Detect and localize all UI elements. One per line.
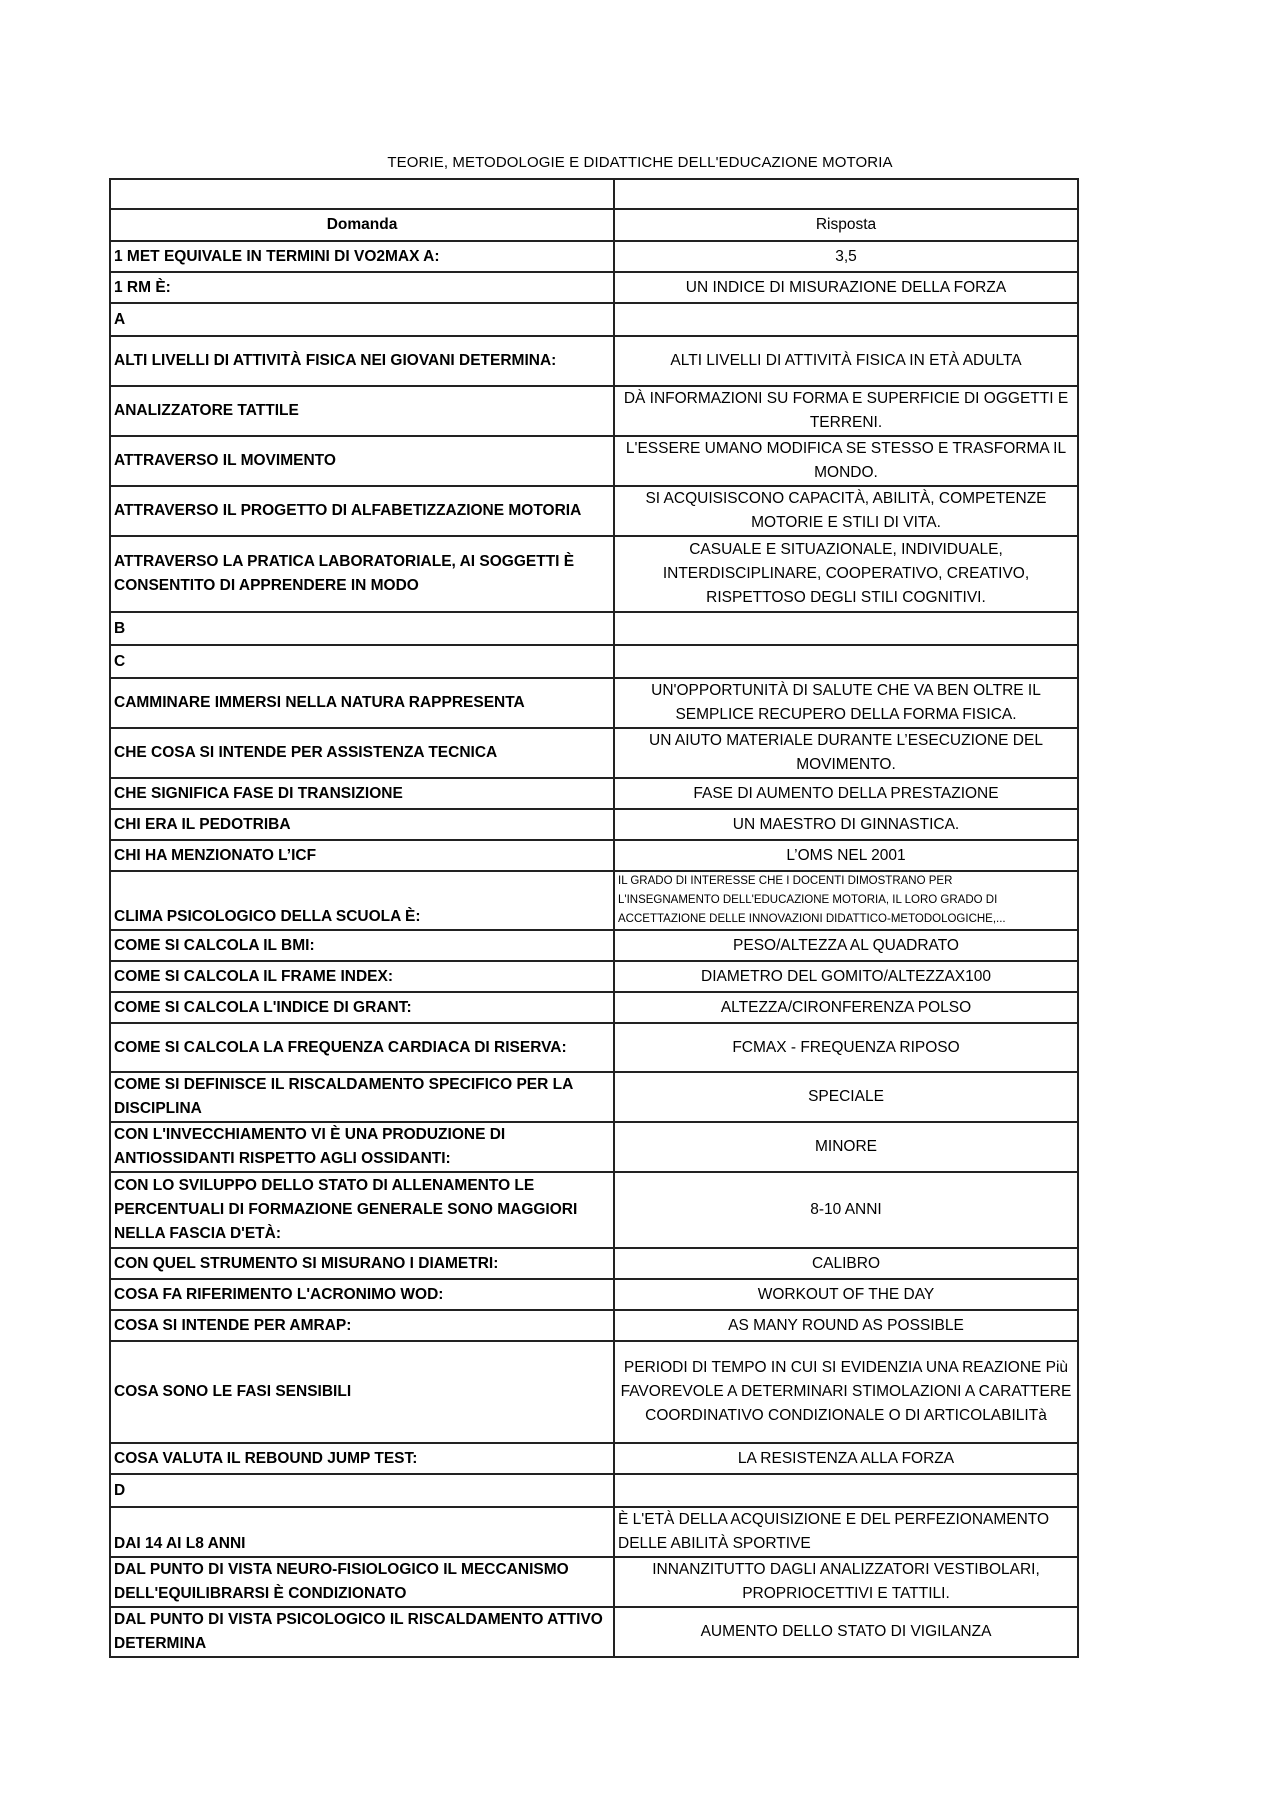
table-row [110, 1341, 1078, 1443]
answer-cell: WORKOUT OF THE DAY [614, 1279, 1078, 1310]
letter-row [110, 612, 1078, 645]
question-cell: DAL PUNTO DI VISTA PSICOLOGICO IL RISCALDAMENTO ATTIVO DETERMINA [110, 1607, 614, 1657]
answer-cell: 3,5 [614, 241, 1078, 272]
table-row [110, 241, 1078, 272]
table-row [110, 840, 1078, 871]
table-row [110, 930, 1078, 961]
answer-cell: FCMAX - FREQUENZA RIPOSO [614, 1023, 1078, 1072]
letter-cell: A [110, 303, 614, 336]
answer-cell: IL GRADO DI INTERESSE CHE I DOCENTI DIMOSTRANO PER L'INSEGNAMENTO DELL'EDUCAZIONE MOTORIA, IL LORO GRADO DI ACCETTAZIONE DELLE INNOVAZIONI DIDATTICO-METODOLOGICHE,... [614, 871, 1078, 930]
question-cell: ALTI LIVELLI DI ATTIVITÀ FISICA NEI GIOVANI DETERMINA: [110, 336, 614, 386]
letter-row [110, 303, 1078, 336]
table-row [110, 871, 1078, 930]
table-row [110, 1507, 1078, 1557]
question-cell: CHE SIGNIFICA FASE DI TRANSIZIONE [110, 778, 614, 809]
table-row [110, 1557, 1078, 1607]
question-cell: CON QUEL STRUMENTO SI MISURANO I DIAMETRI: [110, 1248, 614, 1279]
answer-cell: CALIBRO [614, 1248, 1078, 1279]
answer-cell: INNANZITUTTO DAGLI ANALIZZATORI VESTIBOLARI, PROPRIOCETTIVI E TATTILI. [614, 1557, 1078, 1607]
answer-cell: PERIODI DI TEMPO IN CUI SI EVIDENZIA UNA REAZIONE Più FAVOREVOLE A DETERMINARI STIMOLAZIONI A CARATTERE COORDINATIVO CONDIZIONALE O DI ARTICOLABILITà [614, 1341, 1078, 1443]
answer-cell: DIAMETRO DEL GOMITO/ALTEZZAX100 [614, 961, 1078, 992]
question-cell: CHI HA MENZIONATO L’ICF [110, 840, 614, 871]
answer-cell: AS MANY ROUND AS POSSIBLE [614, 1310, 1078, 1341]
table-row [110, 536, 1078, 612]
question-cell: ATTRAVERSO IL MOVIMENTO [110, 436, 614, 486]
empty-cell [614, 612, 1078, 645]
question-cell: COSA VALUTA IL REBOUND JUMP TEST: [110, 1443, 614, 1474]
answer-cell: UN MAESTRO DI GINNASTICA. [614, 809, 1078, 840]
question-cell: COME SI CALCOLA IL FRAME INDEX: [110, 961, 614, 992]
header-question: Domanda [110, 209, 614, 241]
empty-cell [614, 645, 1078, 678]
table-row [110, 678, 1078, 728]
table-row [110, 272, 1078, 303]
question-cell: COME SI CALCOLA LA FREQUENZA CARDIACA DI RISERVA: [110, 1023, 614, 1072]
answer-cell: SPECIALE [614, 1072, 1078, 1122]
question-cell: COSA SONO LE FASI SENSIBILI [110, 1341, 614, 1443]
answer-cell: UN'OPPORTUNITÀ DI SALUTE CHE VA BEN OLTRE IL SEMPLICE RECUPERO DELLA FORMA FISICA. [614, 678, 1078, 728]
answer-cell: L’OMS NEL 2001 [614, 840, 1078, 871]
answer-cell: È L'ETÀ DELLA ACQUISIZIONE E DEL PERFEZIONAMENTO DELLE ABILITÀ SPORTIVE [614, 1507, 1078, 1557]
header-answer: Risposta [614, 209, 1078, 241]
answer-cell: FASE DI AUMENTO DELLA PRESTAZIONE [614, 778, 1078, 809]
answer-cell: L'ESSERE UMANO MODIFICA SE STESSO E TRASFORMA IL MONDO. [614, 436, 1078, 486]
table-row [110, 1443, 1078, 1474]
header-row [110, 209, 1078, 241]
answer-cell: AUMENTO DELLO STATO DI VIGILANZA [614, 1607, 1078, 1657]
answer-cell: MINORE [614, 1122, 1078, 1172]
answer-cell: CASUALE E SITUAZIONALE, INDIVIDUALE, INTERDISCIPLINARE, COOPERATIVO, CREATIVO, RISPETTOSO DEGLI STILI COGNITIVI. [614, 536, 1078, 612]
spacer-row [110, 179, 1078, 209]
question-cell: DAI 14 AI L8 ANNI [110, 1507, 614, 1557]
answer-cell: UN INDICE DI MISURAZIONE DELLA FORZA [614, 272, 1078, 303]
table-row [110, 436, 1078, 486]
question-cell: ATTRAVERSO IL PROGETTO DI ALFABETIZZAZIONE MOTORIA [110, 486, 614, 536]
letter-cell: C [110, 645, 614, 678]
table-row [110, 1310, 1078, 1341]
question-cell: ATTRAVERSO LA PRATICA LABORATORIALE, AI SOGGETTI È CONSENTITO DI APPRENDERE IN MODO [110, 536, 614, 612]
table-row [110, 386, 1078, 436]
question-cell: CON LO SVILUPPO DELLO STATO DI ALLENAMENTO LE PERCENTUALI DI FORMAZIONE GENERALE SONO MAGGIORI NELLA FASCIA D'ETÀ: [110, 1172, 614, 1248]
spacer-cell [110, 179, 614, 209]
table-row [110, 1607, 1078, 1657]
question-cell: 1 MET EQUIVALE IN TERMINI DI VO2MAX A: [110, 241, 614, 272]
empty-cell [614, 1474, 1078, 1507]
table-row [110, 961, 1078, 992]
question-cell: CHE COSA SI INTENDE PER ASSISTENZA TECNICA [110, 728, 614, 778]
question-cell: CHI ERA IL PEDOTRIBA [110, 809, 614, 840]
question-cell: CLIMA PSICOLOGICO DELLA SCUOLA È: [110, 871, 614, 930]
letter-cell: D [110, 1474, 614, 1507]
answer-cell: LA RESISTENZA ALLA FORZA [614, 1443, 1078, 1474]
answer-cell: ALTEZZA/CIRONFERENZA POLSO [614, 992, 1078, 1023]
question-cell: COSA SI INTENDE PER AMRAP: [110, 1310, 614, 1341]
question-cell: COME SI CALCOLA L'INDICE DI GRANT: [110, 992, 614, 1023]
table-row [110, 778, 1078, 809]
table-row [110, 336, 1078, 386]
table-row [110, 809, 1078, 840]
table-row [110, 1122, 1078, 1172]
table-row [110, 1172, 1078, 1248]
table-row [110, 1248, 1078, 1279]
qa-table-body [110, 179, 1078, 1657]
table-row [110, 1023, 1078, 1072]
qa-table [109, 178, 1079, 1658]
question-cell: COME SI DEFINISCE IL RISCALDAMENTO SPECIFICO PER LA DISCIPLINA [110, 1072, 614, 1122]
answer-cell: UN AIUTO MATERIALE DURANTE L’ESECUZIONE DEL MOVIMENTO. [614, 728, 1078, 778]
question-cell: COME SI CALCOLA IL BMI: [110, 930, 614, 961]
answer-cell: ALTI LIVELLI DI ATTIVITÀ FISICA IN ETÀ ADULTA [614, 336, 1078, 386]
table-row [110, 1072, 1078, 1122]
table-row [110, 728, 1078, 778]
answer-cell: 8-10 ANNI [614, 1172, 1078, 1248]
question-cell: DAL PUNTO DI VISTA NEURO-FISIOLOGICO IL MECCANISMO DELL'EQUILIBRARSI È CONDIZIONATO [110, 1557, 614, 1607]
answer-cell: DÀ INFORMAZIONI SU FORMA E SUPERFICIE DI OGGETTI E TERRENI. [614, 386, 1078, 436]
question-cell: CAMMINARE IMMERSI NELLA NATURA RAPPRESENTA [110, 678, 614, 728]
letter-row [110, 645, 1078, 678]
letter-row [110, 1474, 1078, 1507]
answer-cell: PESO/ALTEZZA AL QUADRATO [614, 930, 1078, 961]
document-title: TEORIE, METODOLOGIE E DIDATTICHE DELL'EDUCAZIONE MOTORIA [387, 154, 893, 171]
letter-cell: B [110, 612, 614, 645]
answer-cell: SI ACQUISISCONO CAPACITÀ, ABILITÀ, COMPETENZE MOTORIE E STILI DI VITA. [614, 486, 1078, 536]
table-row [110, 1279, 1078, 1310]
spacer-cell [614, 179, 1078, 209]
table-row [110, 992, 1078, 1023]
question-cell: ANALIZZATORE TATTILE [110, 386, 614, 436]
empty-cell [614, 303, 1078, 336]
question-cell: COSA FA RIFERIMENTO L'ACRONIMO WOD: [110, 1279, 614, 1310]
question-cell: CON L'INVECCHIAMENTO VI È UNA PRODUZIONE DI ANTIOSSIDANTI RISPETTO AGLI OSSIDANTI: [110, 1122, 614, 1172]
question-cell: 1 RM È: [110, 272, 614, 303]
table-row [110, 486, 1078, 536]
